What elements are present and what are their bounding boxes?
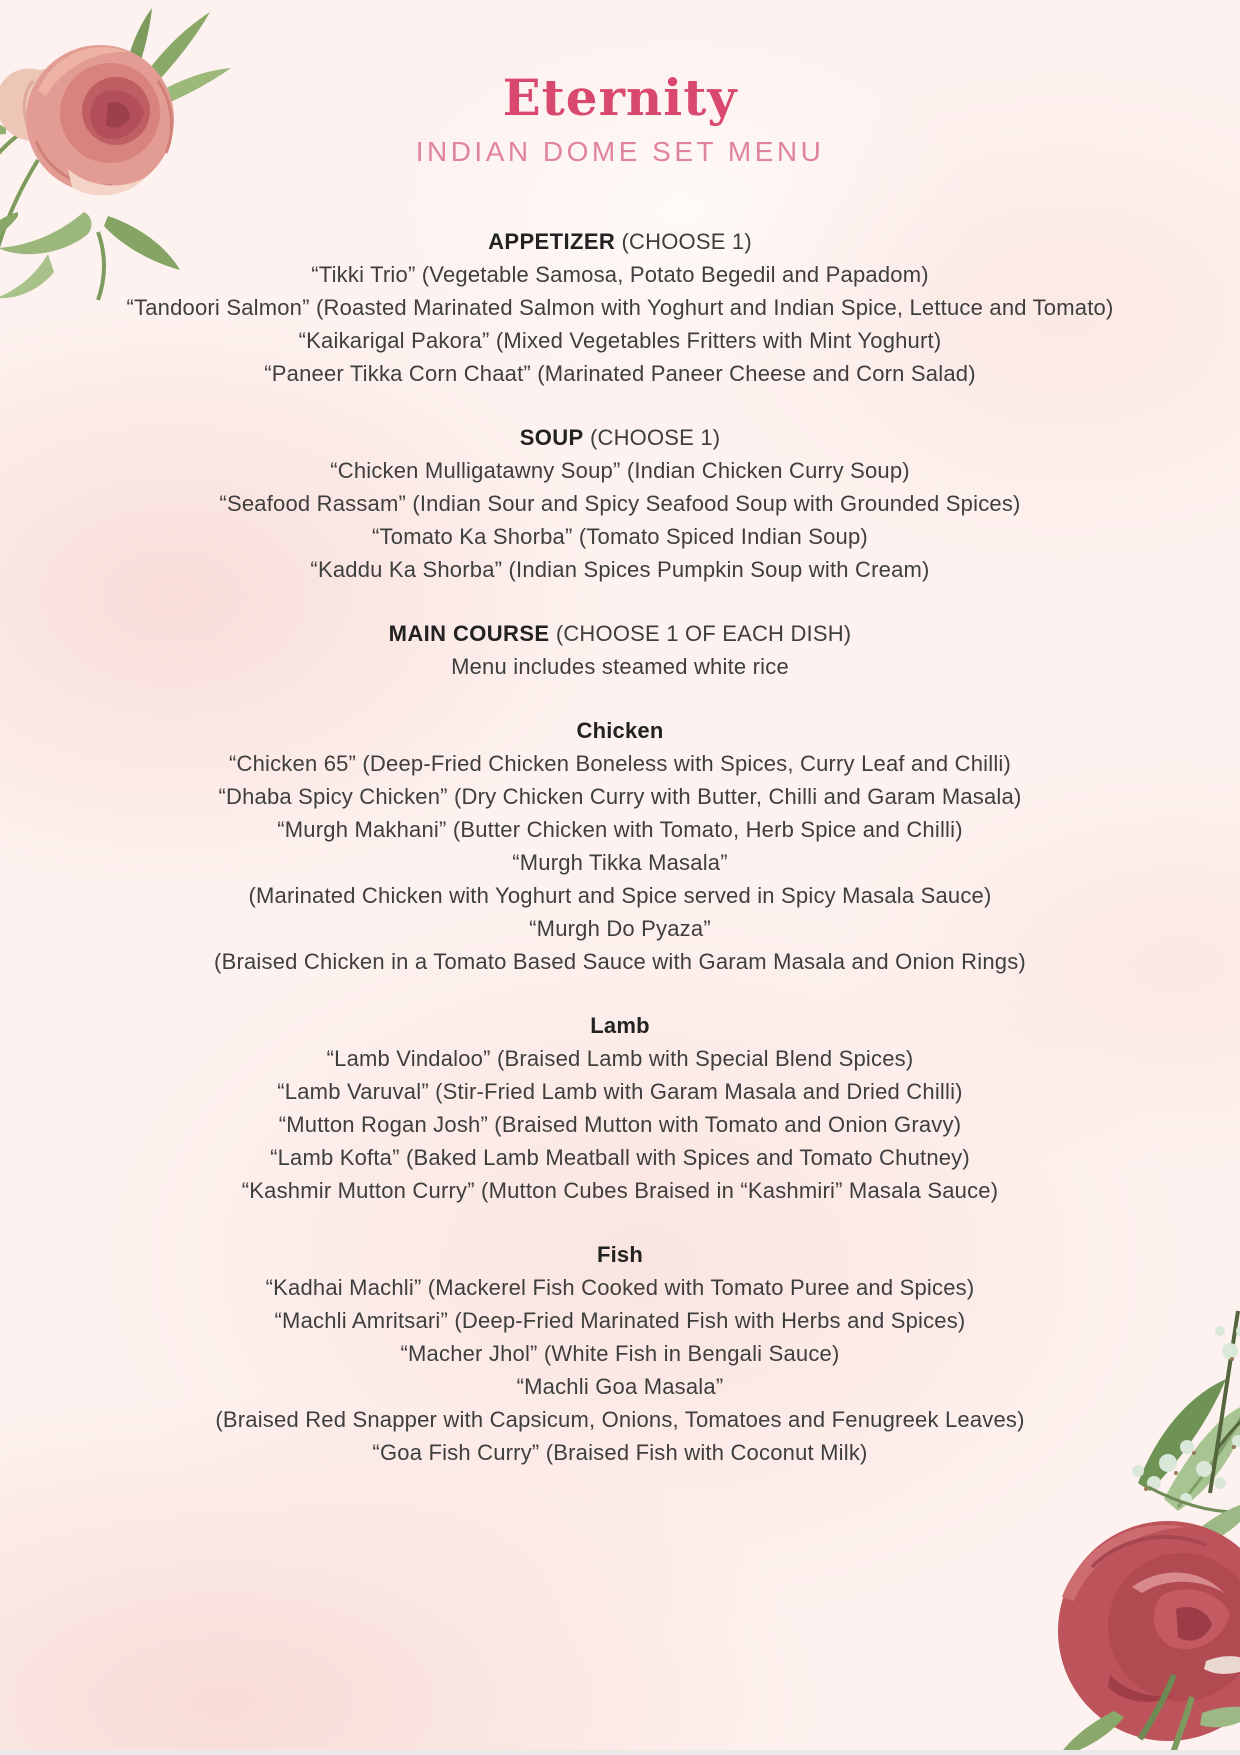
menu-item: “Lamb Kofta” (Baked Lamb Meatball with Spices and Tomato Chutney) [270, 1145, 970, 1170]
page-bottom-edge [0, 1750, 1240, 1755]
menu-subtitle: INDIAN DOME SET MENU [415, 136, 825, 167]
section-title: SOUP [519, 425, 584, 450]
menu-item: (Marinated Chicken with Yoghurt and Spice served in Spicy Masala Sauce) [248, 883, 992, 908]
menu-item: “Kashmir Mutton Curry” (Mutton Cubes Braised in “Kashmiri” Masala Sauce) [241, 1178, 999, 1203]
menu-item: “Lamb Vindaloo” (Braised Lamb with Special Blend Spices) [326, 1046, 914, 1071]
menu-item: “Tikki Trio” (Vegetable Samosa, Potato Begedil and Papadom) [311, 262, 929, 287]
menu-item: “Seafood Rassam” (Indian Sour and Spicy Seafood Soup with Grounded Spices) [219, 491, 1021, 516]
menu-item: “Murgh Do Pyaza” [529, 916, 711, 941]
section-heading-soup [115, 421, 1125, 454]
subsection-title: Fish [596, 1242, 644, 1267]
menu-item: “Lamb Varuval” (Stir-Fried Lamb with Garam Masala and Dried Chilli) [277, 1079, 963, 1104]
subsection-title: Chicken [576, 718, 664, 743]
menu-item: “Macher Jhol” (White Fish in Bengali Sauce) [400, 1341, 840, 1366]
section-title: APPETIZER [488, 229, 616, 254]
menu-item: “Paneer Tikka Corn Chaat” (Marinated Paneer Cheese and Corn Salad) [264, 361, 976, 386]
section-choose-label: (CHOOSE 1 OF EACH DISH) [555, 621, 852, 646]
section-choose-label: (CHOOSE 1) [589, 425, 721, 450]
menu-item: “Chicken Mulligatawny Soup” (Indian Chicken Curry Soup) [330, 458, 910, 483]
menu-subsection-chicken [115, 714, 1125, 978]
menu-section-appetizer [115, 225, 1125, 390]
section-heading-appetizer [115, 225, 1125, 258]
section-heading-main-course [115, 617, 1125, 650]
menu-item: (Braised Chicken in a Tomato Based Sauce with Garam Masala and Onion Rings) [214, 949, 1026, 974]
menu-item: (Braised Red Snapper with Capsicum, Onions, Tomatoes and Fenugreek Leaves) [215, 1407, 1025, 1432]
menu-section-main-course [115, 617, 1125, 1469]
subsection-title: Lamb [590, 1013, 650, 1038]
menu-item: “Kadhai Machli” (Mackerel Fish Cooked with Tomato Puree and Spices) [265, 1275, 975, 1300]
menu-section-soup [115, 421, 1125, 586]
menu-subsection-lamb [115, 1009, 1125, 1207]
menu-item: “Goa Fish Curry” (Braised Fish with Coconut Milk) [372, 1440, 868, 1465]
menu-item: “Machli Amritsari” (Deep-Fried Marinated Fish with Herbs and Spices) [274, 1308, 966, 1333]
menu-item: “Chicken 65” (Deep-Fried Chicken Boneless with Spices, Curry Leaf and Chilli) [228, 751, 1012, 776]
section-choose-label: (CHOOSE 1) [621, 229, 752, 254]
menu-header [0, 0, 1240, 169]
section-title: MAIN COURSE [388, 621, 550, 646]
menu-item: “Dhaba Spicy Chicken” (Dry Chicken Curry with Butter, Chilli and Garam Masala) [218, 784, 1022, 809]
menu-item: “Tomato Ka Shorba” (Tomato Spiced Indian Soup) [372, 524, 868, 549]
menu-subsection-fish [115, 1238, 1125, 1469]
menu-item: “Machli Goa Masala” [516, 1374, 724, 1399]
menu-sections [115, 225, 1125, 1469]
menu-item: “Mutton Rogan Josh” (Braised Mutton with Tomato and Onion Gravy) [278, 1112, 962, 1137]
menu-item: “Tandoori Salmon” (Roasted Marinated Salmon with Yoghurt and Indian Spice, Lettuce and Tomato) [126, 295, 1114, 320]
section-note: Menu includes steamed white rice [451, 654, 789, 679]
brand-title: Eternity [502, 68, 738, 127]
menu-item: “Kaddu Ka Shorba” (Indian Spices Pumpkin Soup with Cream) [310, 557, 930, 582]
menu-item: “Murgh Tikka Masala” [512, 850, 728, 875]
menu-item: “Murgh Makhani” (Butter Chicken with Tomato, Herb Spice and Chilli) [277, 817, 963, 842]
menu-item: “Kaikarigal Pakora” (Mixed Vegetables Fritters with Mint Yoghurt) [298, 328, 942, 353]
